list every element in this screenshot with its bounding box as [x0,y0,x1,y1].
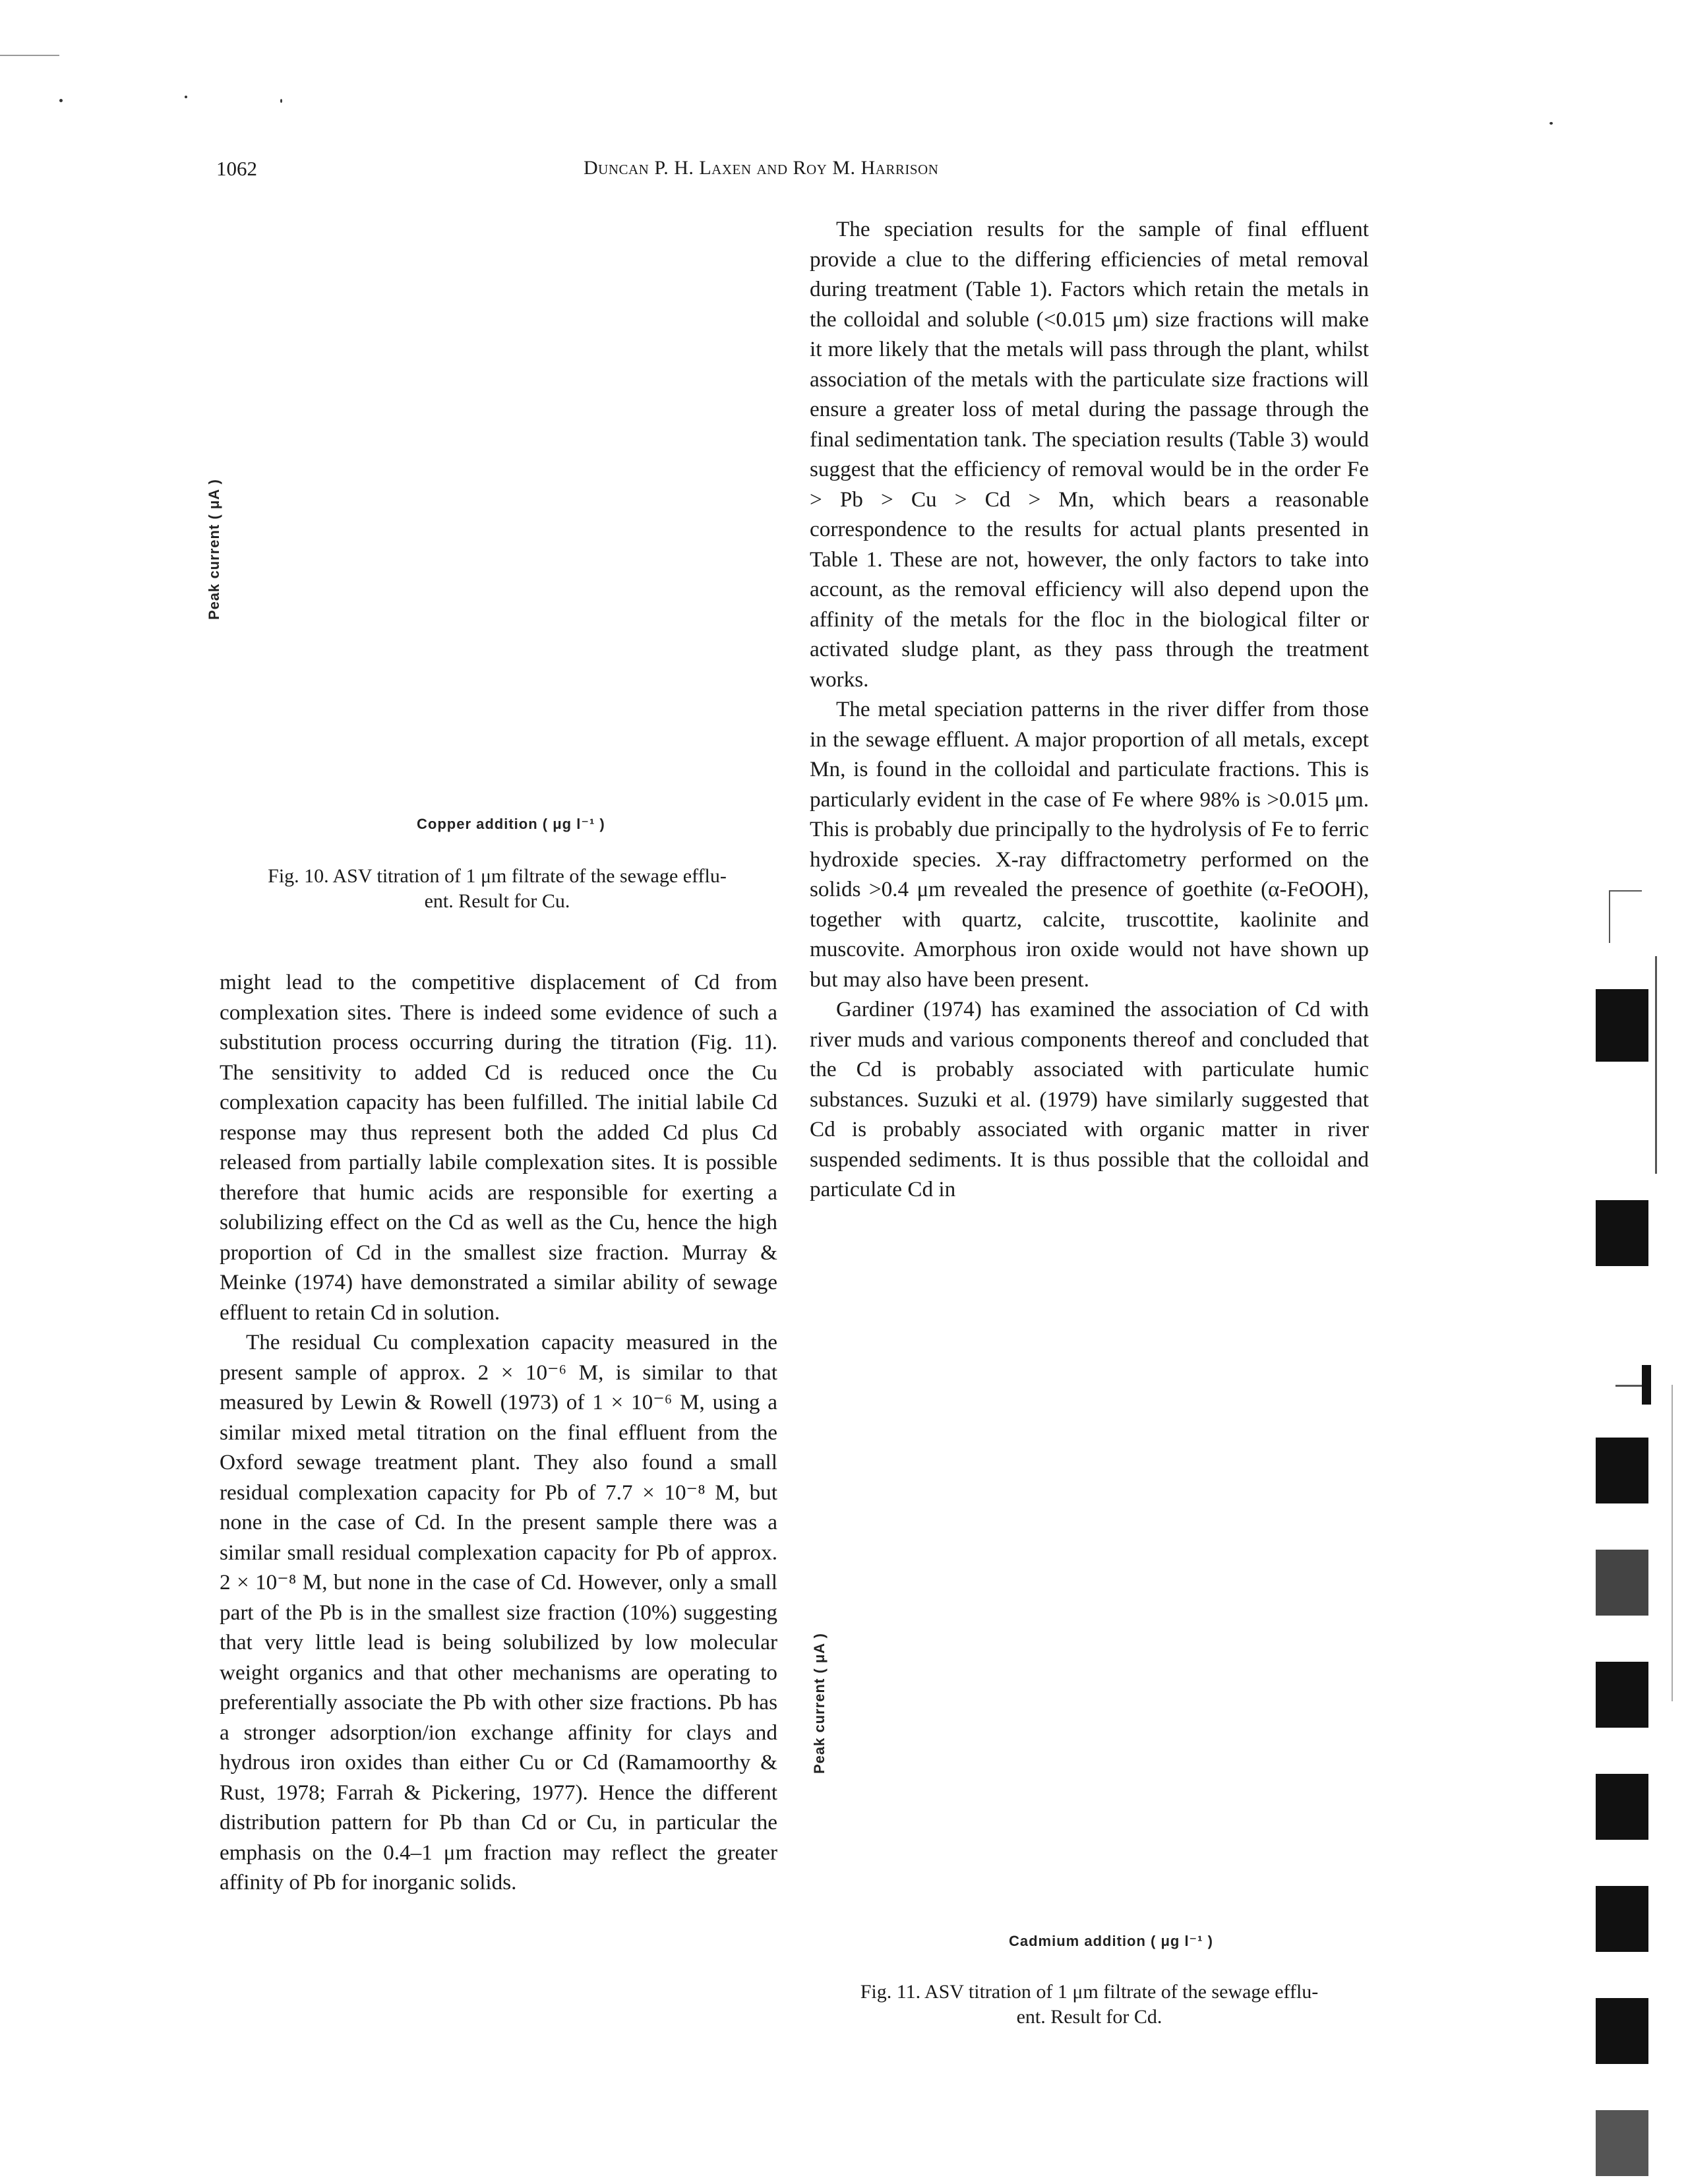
scan-mark [1596,1998,1648,2064]
figure-10-caption [216,864,778,914]
figure-11-caption-line-2: ent. Result for Cd. [1016,2006,1162,2028]
scan-mark [1609,890,1610,943]
scan-mark [1596,1662,1648,1728]
figure-11-caption [807,1980,1372,2030]
scan-mark [1615,1385,1642,1387]
scan-mark [1596,1886,1648,1952]
figure-10-x-axis-label: Copper addition ( μg l⁻¹ ) [417,816,605,832]
running-head-authors: Duncan P. H. Laxen and Roy M. Harrison [584,157,939,179]
figure-10-y-axis-label: Peak current ( μA ) [206,479,222,620]
scan-speck [185,96,187,98]
right-paragraph-2: The metal speciation patterns in the river differ from those in the sewage effluent. A major proportion of all metals, except Mn, is found in the colloidal and particulate fractions. This is particularly evident in the case of Fe where 98% is >0.015 μm. This is probably due principally to the hydrolysis of Fe to ferric hydroxide species. X-ray diffractometry performed on the solids >0.4 μm revealed the presence of goethite (α-FeOOH), together with quartz, calcite, truscottite, kaolinite and muscovite. Amorphous iron oxide would not have shown up but may also have been present. [810,697,1369,992]
scan-mark [1642,1365,1651,1405]
left-paragraph-1: might lead to the competitive displacement of Cd from complexation sites. There is indeed some evidence of such a substitution process occurring during the titration (Fig. 11). The sensitivity to added Cd is reduced once the Cu complexation capacity has been fulfilled. The initial labile Cd response may thus represent both the added Cd plus Cd released from partially labile complexation sites. It is possible therefore that humic acids are responsible for exerting a solubilizing effect on the Cd as well as the Cu, hence the high proportion of Cd in the smallest size fraction. Murray & Meinke (1974) have demonstrated a similar ability of sewage effluent to retain Cd in solution. [220,970,777,1325]
figure-10-caption-line-2: ent. Result for Cu. [424,890,570,912]
scan-mark [1596,1550,1648,1616]
scan-mark [1596,989,1648,1062]
scan-mark [1609,890,1642,892]
figure-11-caption-line-1: Fig. 11. ASV titration of 1 μm filtrate of the sewage efflu- [860,1981,1319,2003]
scan-mark [1596,2110,1648,2176]
scan-mark [0,55,59,56]
right-paragraph-1: The speciation results for the sample of final effluent provide a clue to the differing efficiencies of metal removal during treatment (Table 1). Factors which retain the metals in the colloidal and soluble (<0.015 μm) size fractions will make it more likely that the metals will pass through the plant, whilst association of the metals with the particulate size fractions will ensure a greater loss of metal during the passage through the final sedimentation tank. The speciation results (Table 3) would suggest that the efficiency of removal would be in the order Fe > Pb > Cu > Cd > Mn, which bears a reasonable correspondence to the results for actual plants presented in Table 1. These are not, however, the only factors to take into account, as the removal efficiency will also depend upon the affinity of the metals for the floc in the biological filter or activated sludge plant, as they pass through the treatment works. [810,217,1369,692]
scan-mark [1655,956,1657,1174]
figure-11-y-axis-label: Peak current ( μA ) [811,1633,828,1774]
scan-mark [1672,1385,1673,1701]
page-number: 1062 [216,157,257,180]
right-paragraph-3: Gardiner (1974) has examined the association of Cd with river muds and various components thereof and concluded that the Cd is probably associated with particulate humic substances. Suzuki et al. (1979) have similarly suggested that Cd is probably associated with organic matter in river suspended sediments. It is thus possible that the colloidal and particulate Cd in [810,997,1369,1201]
figure-11-x-axis-label: Cadmium addition ( μg l⁻¹ ) [1009,1933,1213,1949]
scan-speck [1550,122,1553,125]
scan-speck [280,99,282,103]
scan-mark [1596,1200,1648,1266]
left-paragraph-2: The residual Cu complexation capacity measured in the present sample of approx. 2 × 10⁻⁶ M, is similar to that measured by Lewin & Rowell (1973) of 1 × 10⁻⁶ M, using a similar mixed metal titration on the final effluent from the Oxford sewage treatment plant. They also found a small residual complexation capacity for Pb of 7.7 × 10⁻⁸ M, but none in the case of Cd. In the present sample there was a similar small residual complexation capacity for Pb of approx. 2 × 10⁻⁸ M, but none in the case of Cd. However, only a small part of the Pb is in the smallest size fraction (10%) suggesting that very little lead is being solubilized by low molecular weight organics and that other mechanisms are operating to preferentially associate the Pb with other size fractions. Pb has a stronger adsorption/ion exchange affinity for clays and hydrous iron oxides than either Cu or Cd (Ramamoorthy & Rust, 1978; Farrah & Pickering, 1977). Hence the different distribution pattern for Pb than Cd or Cu, in particular the emphasis on the 0.4–1 μm fraction may reflect the greater affinity of Pb for inorganic solids. [220,1330,777,1895]
right-column-text [810,214,1369,1205]
figure-10-caption-line-1: Fig. 10. ASV titration of 1 μm filtrate of the sewage efflu- [268,865,727,887]
scan-speck [59,99,63,102]
scan-mark [1596,1438,1648,1503]
left-column-text [220,967,777,1898]
scan-mark [1596,1774,1648,1840]
